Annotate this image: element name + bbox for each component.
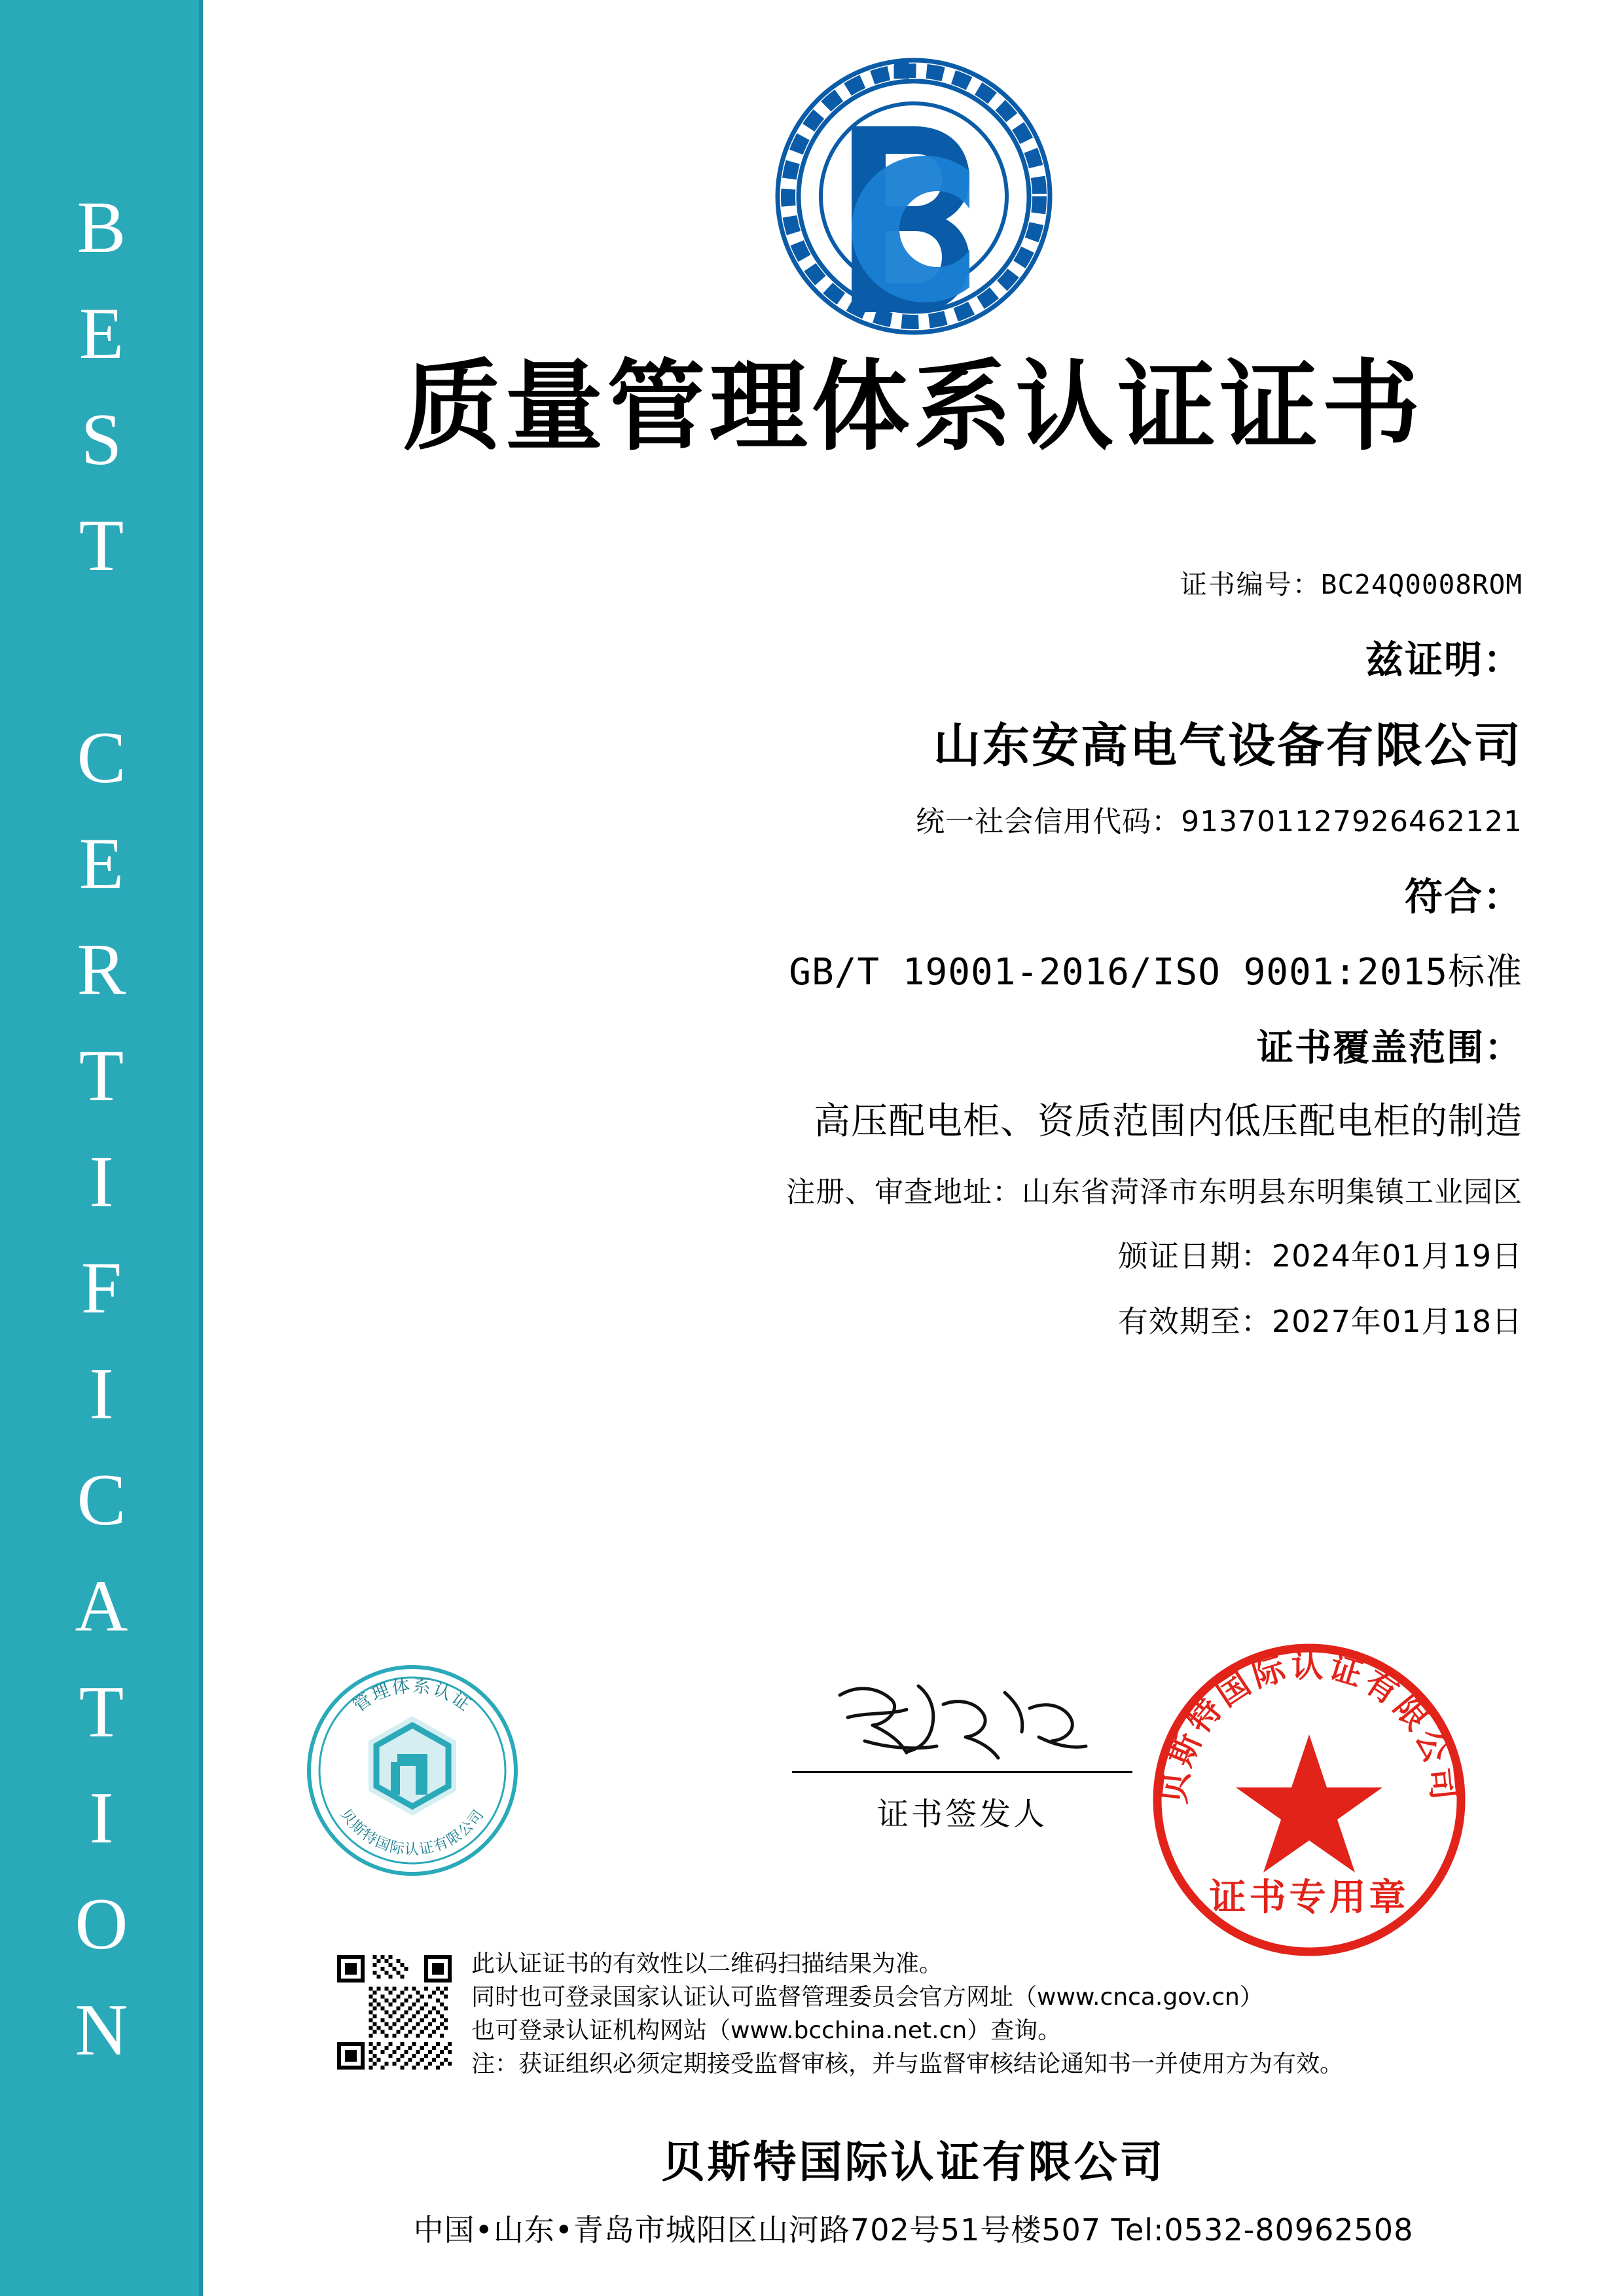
certificate-sheet [203,0,1624,2296]
fineprint-line-2: 同时也可登录国家认证认可监督管理委员会官方网址（www.cnca.gov.cn） [471,1984,1263,2011]
footer-address: 中国•山东•青岛市城阳区山河路702号51号楼507 Tel:0532-80962508 [413,2212,1414,2248]
signature-area [792,1669,1132,1834]
footer [203,2127,1624,2250]
certificate-number-value: BC24Q0008ROM [1320,569,1523,600]
red-company-stamp-icon [1146,1636,1473,1964]
bc-monogram-logo-icon [773,56,1055,337]
conform-label: 符合： [1404,874,1523,919]
fineprint-line-1: 此认证证书的有效性以二维码扫描结果为准。 [471,1950,943,1977]
hereby-certify-label: 兹证明： [1365,637,1523,682]
red-stamp-arc-text: 贝斯特国际认证有限公司 [1155,1647,1463,1806]
fineprint-block [471,1947,1545,2081]
certificate-body [203,563,1624,1341]
scope-label: 证书覆盖范围： [1257,1027,1523,1069]
accreditation-seal-bottom-text: 贝斯特国际认证有限公司 [336,1806,488,1858]
seal-row [203,1649,1624,1924]
accreditation-seal-icon [304,1662,520,1878]
valid-until-date: 有效期至：2027年01月18日 [1117,1304,1523,1339]
signature-rule [792,1771,1132,1773]
certificate-number-line [203,563,1624,601]
signature-mark-icon [808,1669,1116,1767]
issue-date: 颁证日期：2024年01月19日 [1117,1238,1523,1274]
credit-code: 统一社会信用代码：913701127926462121 [916,805,1523,838]
scope-value: 高压配电柜、资质范围内低压配电柜的制造 [814,1100,1523,1143]
accreditation-seal-top-text: 管理体系认证 [349,1676,476,1717]
svg-text:管理体系认证 [350,1676,476,1716]
footer-company-name: 贝斯特国际认证有限公司 [661,2137,1166,2187]
registered-address: 注册、审查地址：山东省菏泽市东明县东明集镇工业园区 [786,1175,1523,1209]
standard-line: GB/T 19001-2016/ISO 9001:2015标准 [789,951,1523,994]
red-stamp-center-text: 证书专用章 [1209,1876,1409,1919]
page-title: 质量管理体系认证证书 [403,350,1424,464]
company-name: 山东安高电气设备有限公司 [933,718,1523,773]
side-band [0,0,203,2296]
fineprint-line-4: 注：获证组织必须定期接受监督审核，并与监督审核结论通知书一并使用方为有效。 [471,2051,1344,2078]
fineprint-line-3: 也可登录认证机构网站（www.bcchina.net.cn）查询。 [471,2017,1062,2045]
qr-code-icon [337,1955,452,2070]
side-band-label: BEST CERTIFICATION [61,187,142,2096]
certificate-number-label: 证书编号： [1180,569,1321,600]
signature-label: 证书签发人 [876,1796,1047,1833]
